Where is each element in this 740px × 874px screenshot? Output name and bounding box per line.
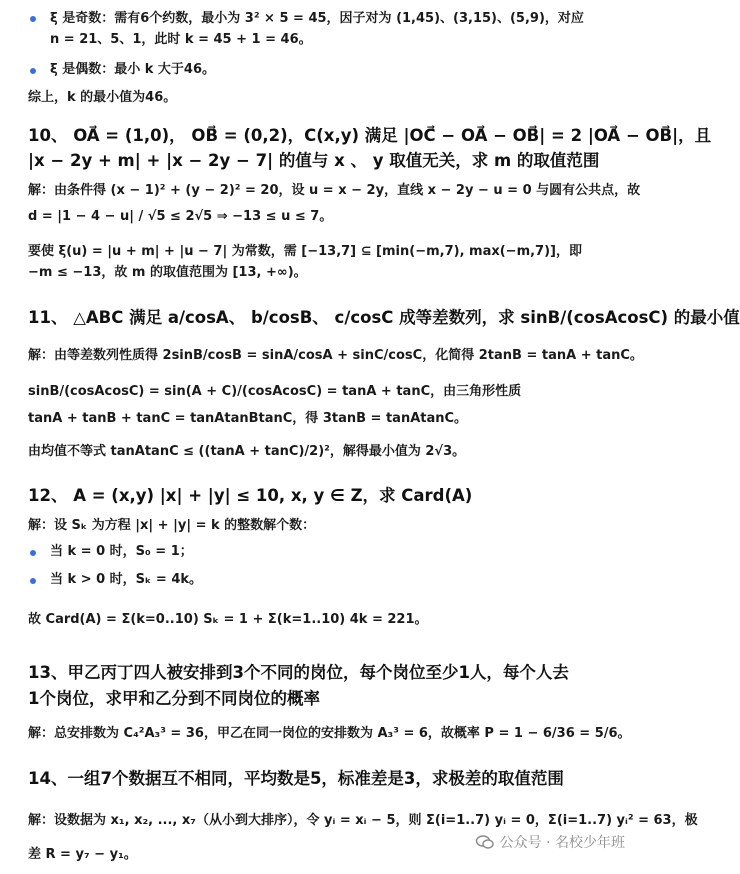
solution-11-line-2: sinB/(cosAcosC) = sin(A + C)/(cosAcosC) = tanA + tanC，由三角形性质 [28,384,522,399]
watermark-text: 公众号 · 名校少年班 [499,835,625,851]
solution-13-line: 解：总安排数为 C₄²A₃³ = 36，甲乙在同一岗位的安排数为 A₃³ = 6，故概率 P = 1 − 6/36 = 5/6。 [28,726,631,741]
solution-11-line-1: 解：由等差数列性质得 2sinB/cosB = sinA/cosA + sinC/cosC，化简得 2tanB = tanA + tanC。 [28,348,643,363]
odd-case-line-2: n = 21、5、1，此时 k = 45 + 1 = 46。 [50,32,312,47]
question-10-title-1: 10、 OA⃗ = (1,0)， OB⃗ = (0,2)，C(x,y) 满足 |OC⃗ − OA⃗ − OB⃗| = 2 |OA⃗ − OB⃗|，且 [28,126,712,145]
solution-14-line-1: 解：设数据为 x₁, x₂, ..., x₇（从小到大排序），令 yᵢ = xᵢ − 5，则 Σ(i=1..7) yᵢ = 0，Σ(i=1..7) yᵢ² = 63，极 [28,813,698,828]
wechat-icon [476,835,494,849]
solution-12-case-2: 当 k > 0 时，Sₖ = 4k。 [50,572,203,587]
solution-10-line-4: −m ≤ −13，故 m 的取值范围为 [13, +∞)。 [28,265,307,280]
bullet-dot [30,550,36,556]
solution-10-line-1: 解：由条件得 (x − 1)² + (y − 2)² = 20，设 u = x − 2y，直线 x − 2y − u = 0 与圆有公共点，故 [28,183,641,198]
question-13-title-1: 13、甲乙丙丁四人被安排到3个不同的岗位，每个岗位至少1人，每个人去 [28,663,569,682]
odd-case-line-1: ξ 是奇数：需有6个约数，最小为 3² × 5 = 45，因子对为 (1,45)、(3,15)、(5,9)，对应 [50,11,584,26]
bullet-dot [30,578,36,584]
question-13-title-2: 1个岗位，求甲和乙分到不同岗位的概率 [28,689,320,708]
solution-12-case-1: 当 k = 0 时，S₀ = 1； [50,544,193,559]
watermark [476,832,625,852]
solution-14-line-2: 差 R = y₇ − y₁。 [28,847,137,862]
question-12-title: 12、 A = (x,y) |x| + |y| ≤ 10, x, y ∈ Z，求 Card(A) [28,486,473,505]
question-10-title-2: |x − 2y + m| + |x − 2y − 7| 的值与 x 、 y 取值无关，求 m 的取值范围 [28,151,600,170]
solution-11-line-3: tanA + tanB + tanC = tanAtanBtanC，得 3tanB = tanAtanC。 [28,411,468,426]
solution-10-line-3: 要使 ξ(u) = |u + m| + |u − 7| 为常数，需 [−13,7] ⊆ [min(−m,7), max(−m,7)]，即 [28,244,582,259]
solution-11-line-4: 由均值不等式 tanAtanC ≤ ((tanA + tanC)/2)²，解得最小值为 2√3。 [28,444,466,459]
bullet-dot [30,16,36,22]
solution-10-line-2: d = |1 − 4 − u| / √5 ≤ 2√5 ⇒ −13 ≤ u ≤ 7。 [28,209,333,224]
solution-12-line-4: 故 Card(A) = Σ(k=0..10) Sₖ = 1 + Σ(k=1..10) 4k = 221。 [28,612,428,627]
conclusion-line: 综上，k 的最小值为46。 [28,90,177,105]
even-case-line: ξ 是偶数：最小 k 大于46。 [50,62,215,77]
question-14-title: 14、一组7个数据互不相同，平均数是5，标准差是3，求极差的取值范围 [28,769,564,788]
bullet-dot [30,68,36,74]
question-11-title: 11、 △ABC 满足 a/cosA、 b/cosB、 c/cosC 成等差数列，求 sinB/(cosAcosC) 的最小值 [28,308,740,327]
solution-12-line-1: 解：设 Sₖ 为方程 |x| + |y| = k 的整数解个数： [28,518,316,533]
